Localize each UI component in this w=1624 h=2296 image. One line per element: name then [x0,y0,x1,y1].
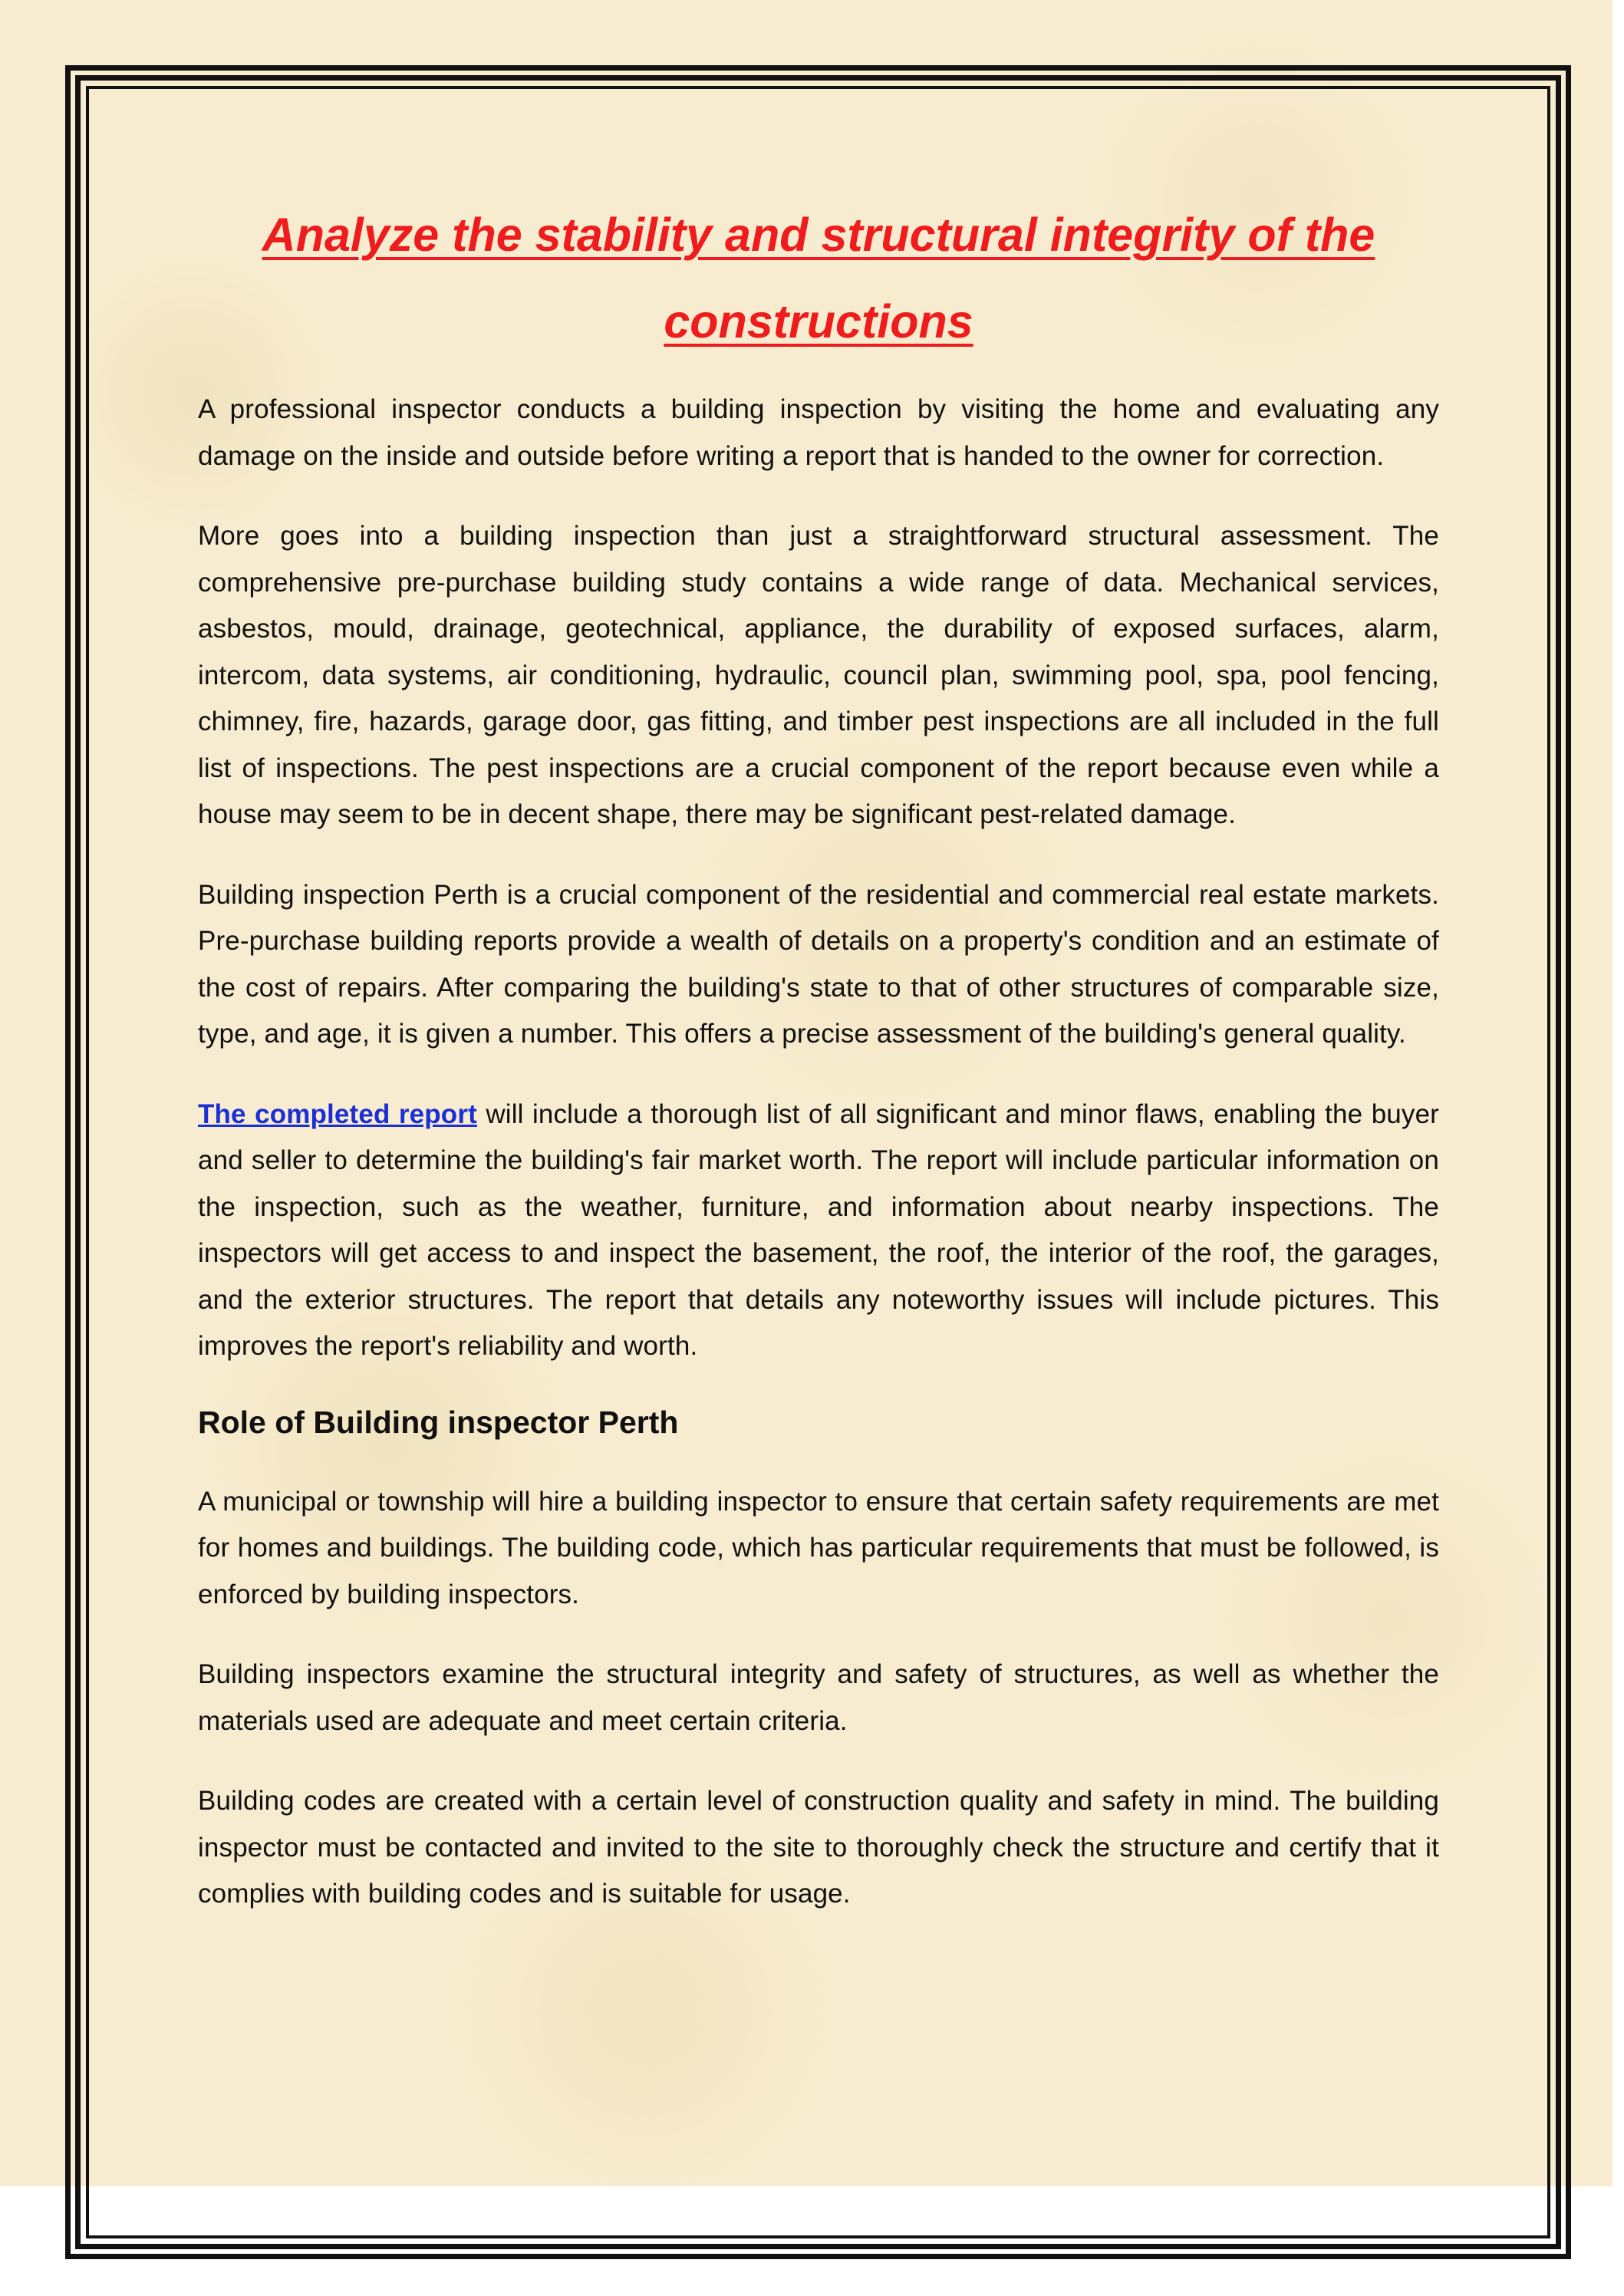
paragraph-inspection-scope: More goes into a building inspection than just a straightforward structural assessment. The comprehensive pre-purchase building study contains a wide range of data. Mechanical services, asbestos, mould, drainage, geotechnical, appliance, the durability of exposed surfaces, alarm, intercom, data systems, air conditioning, hydraulic, council plan, swimming pool, spa, pool fencing, chimney, fire, hazards, garage door, gas fitting, and timber pest inspections are all included in the full list of inspections. The pest inspections are a crucial component of the report because even while a house may seem to be in decent shape, there may be significant pest-related damage. [198,521,1439,829]
paragraph-intro: A professional inspector conducts a building inspection by visiting the home and evaluating any damage on the inside and outside before writing a report that is handed to the owner for correction. [198,394,1439,471]
paragraph-structural-integrity: Building inspectors examine the structural integrity and safety of structures, as well as whether the materials used are adequate and meet certain criteria. [198,1659,1439,1736]
completed-report-text: will include a thorough list of all significant and minor flaws, enabling the buyer and seller to determine the building's fair market worth. The report will include particular information on the inspection, such as the weather, furniture, and information about nearby inspections. The inspectors will get access to and inspect the basement, the roof, the interior of the roof, the garages, and the exterior structures. The report that details any noteworthy issues will include pictures. This improves the report's reliability and worth. [198,1099,1439,1361]
completed-report-link[interactable]: The completed report [198,1099,477,1129]
section-heading: Role of Building inspector Perth [198,1404,679,1440]
paragraph-municipal-inspector: A municipal or township will hire a building inspector to ensure that certain safety requirements are met for homes and buildings. The building code, which has particular requirements that must be followed, is enforced by building inspectors. [198,1486,1439,1609]
page-title: Analyze the stability and structural integrity of the constructions [262,209,1375,348]
document-body [198,192,1439,1918]
paragraph-building-codes: Building codes are created with a certain level of construction quality and safety in mind. The building inspector must be contacted and invited to the site to thoroughly check the structure and certify that it complies with building codes and is suitable for usage. [198,1786,1439,1909]
paragraph-building-inspection-perth: Building inspection Perth is a crucial component of the residential and commercial real estate markets. Pre-purchase building reports provide a wealth of details on a property's condition and an estimate of the cost of repairs. After comparing the building's state to that of other structures of comparable size, type, and age, it is given a number. This offers a precise assessment of the building's general quality. [198,879,1439,1049]
paragraph-completed-report [198,1092,1439,1370]
